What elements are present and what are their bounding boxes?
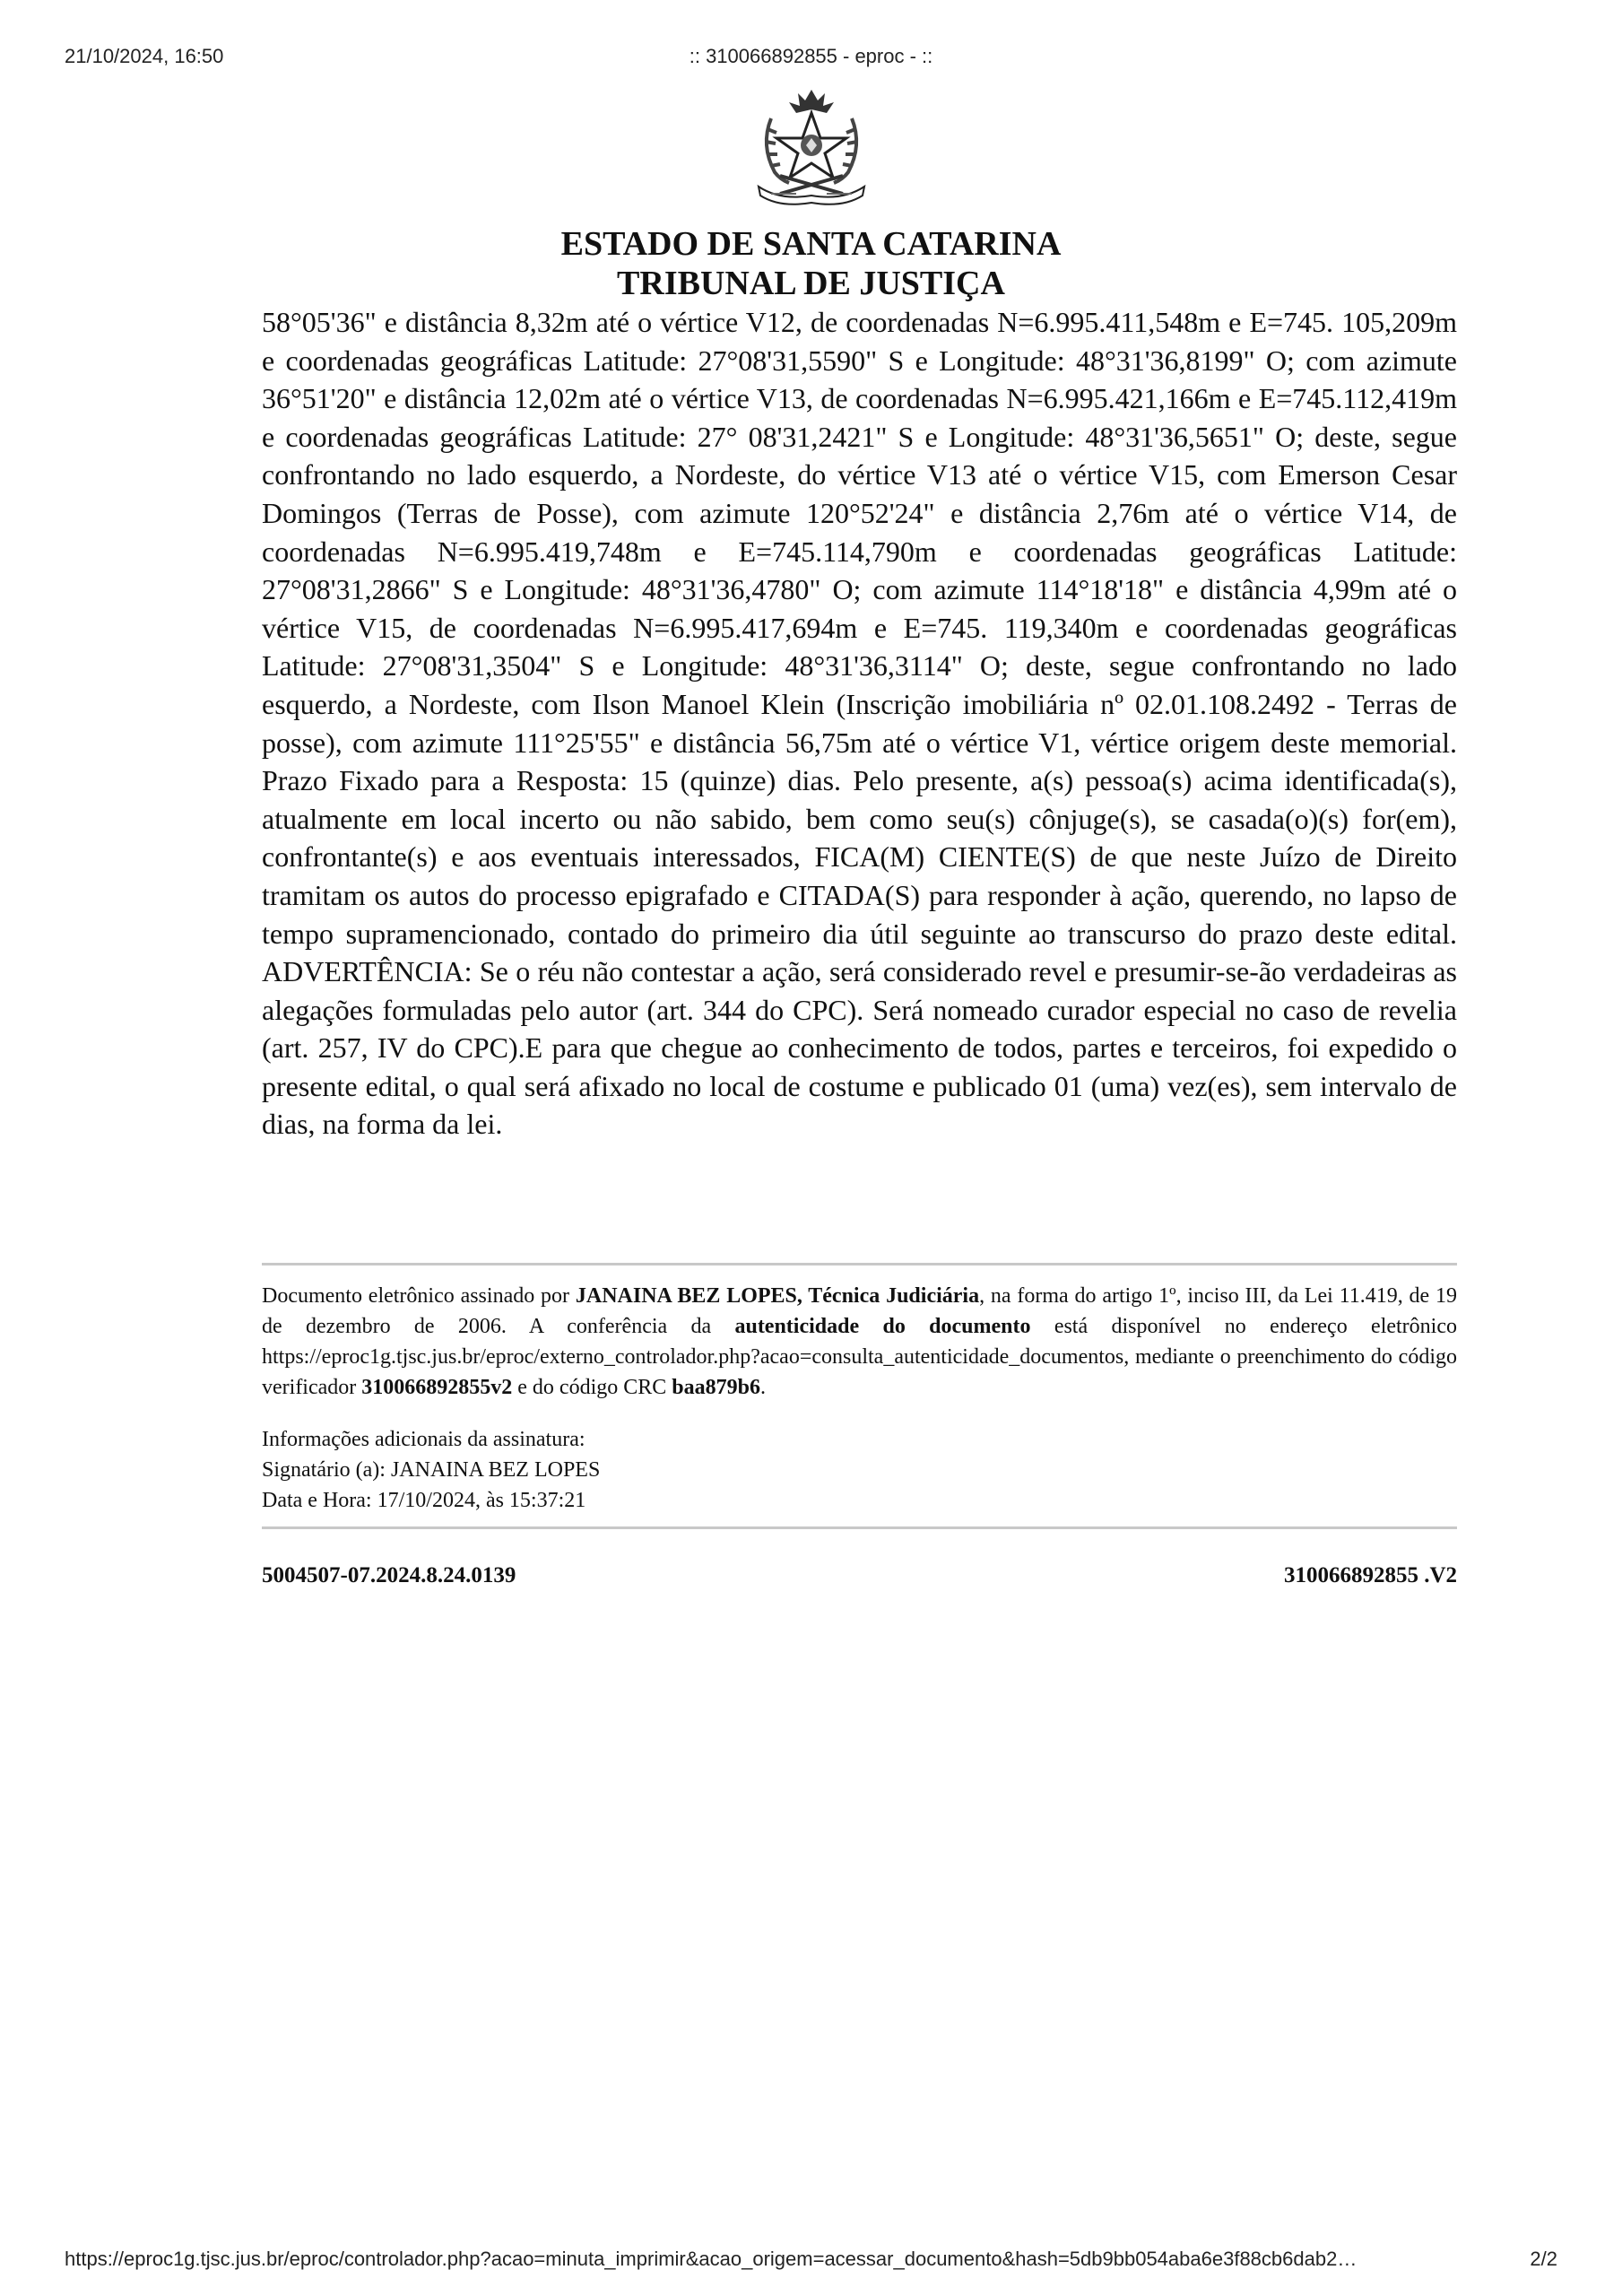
signer-name-role: JANAINA BEZ LOPES, Técnica Judiciária xyxy=(575,1284,980,1308)
signature-datetime: Data e Hora: 17/10/2024, às 15:37:21 xyxy=(262,1489,586,1512)
divider xyxy=(262,1263,1457,1265)
state-name: ESTADO DE SANTA CATARINA xyxy=(560,225,1062,263)
divider xyxy=(262,1526,1457,1529)
authenticity-label: autenticidade do documento xyxy=(734,1315,1031,1338)
signature-text: , na forma do artigo 1º, inciso III, da Lei 11.419, de 19 de dezembro de 2006. A conferência da xyxy=(262,1284,1458,1338)
document-body xyxy=(262,303,1457,1144)
document-version: 310066892855 .V2 xyxy=(1283,1563,1457,1587)
signature-text: Documento eletrônico assinado por xyxy=(262,1284,576,1308)
electronic-signature-notice xyxy=(262,1281,1457,1403)
signature-info-title: Informações adicionais da assinatura: xyxy=(262,1428,585,1451)
signature-text: e do código CRC xyxy=(512,1376,672,1399)
document-heading xyxy=(0,224,1622,303)
body-paragraph: 58°05'36" e distância 8,32m até o vértice V12, de coordenadas N=6.995.411,548m e E=745. 105,209m e coordenadas geográficas Latitude: 27°08'31,5590" S e Longitude: 48°31'36,8199" O; com azimute 36°51'20" e distância 12,02m até o vértice V13, de coordenadas N=6.995.421,166m e E=745.112,419m e coordenadas geográficas Latitude: 27° 08'31,2421" S e Longitude: 48°31'36,5651" O; deste, segue confrontando no lado esquerdo, a Nordeste, do vértice V13 até o vértice V15, com Emerson Cesar Domingos (Terras de Posse), com azimute 120°52'24" e distância 2,76m até o vértice V14, de coordenadas N=6.995.419,748m e E=745.114,790m e coordenadas geográficas Latitude: 27°08'31,2866" S e Longitude: 48°31'36,4780" O; com azimute 114°18'18" e distância 4,99m até o vértice V15, de coordenadas N=6.995.417,694m e E=745. 119,340m e coordenadas geográficas Latitude: 27°08'31,3504" S e Longitude: 48°31'36,3114" O; deste, segue confrontando no lado esquerdo, a Nordeste, com Ilson Manoel Klein (Inscrição imobiliária nº 02.01.108.2492 - Terras de posse), com azimute 111°25'55" e distância 56,75m até o vértice V1, vértice origem deste memorial. Prazo Fixado para a Resposta: 15 (quinze) dias. Pelo presente, a(s) pessoa(s) acima identificada(s), atualmente em local incerto ou não sabido, bem como seu(s) cônjuge(s), se casada(o)(s) for(em), confrontante(s) e aos eventuais interessados, FICA(M) CIENTE(S) de que neste Juízo de Direito tramitam os autos do processo epigrafado e CITADA(S) para responder à ação, querendo, no lapso de tempo supramencionado, contado do primeiro dia útil seguinte ao transcurso do prazo deste edital. ADVERTÊNCIA: Se o réu não contestar a ação, será considerado revel e presumir-se-ão verdadeiras as alegações formuladas pelo autor (art. 344 do CPC). Será nomeado curador especial no caso de revelia (art. 257, IV do CPC).E para que chegue ao conhecimento de todos, partes e terceiros, foi expedido o presente edital, o qual será afixado no local de costume e publicado 01 (uma) vez(es), sem intervalo de dias, na forma da lei. xyxy=(262,306,1457,1141)
print-url: https://eproc1g.tjsc.jus.br/eproc/controlador.php?acao=minuta_imprimir&acao_origem=acessar_documento&hash=5db9bb054aba6e3f88cb6dab2… xyxy=(65,2248,1357,2270)
signature-text: está disponível no endereço eletrônico https://eproc1g.tjsc.jus.br/eproc/externo_controlador.php?acao=consulta_autenticidade_documentos, mediante o preenchimento do código verificador xyxy=(262,1315,1457,1399)
process-number: 5004507-07.2024.8.24.0139 xyxy=(262,1563,516,1587)
coat-of-arms-icon xyxy=(744,83,879,208)
crc-code: baa879b6 xyxy=(672,1376,760,1399)
print-datetime: 21/10/2024, 16:50 xyxy=(65,45,224,67)
print-page-title: :: 310066892855 - eproc - :: xyxy=(689,45,933,67)
print-footer xyxy=(65,2248,1557,2274)
signature-info xyxy=(262,1424,1457,1516)
signature-paragraph xyxy=(262,1281,1457,1403)
print-header xyxy=(65,45,1557,72)
court-name: TRIBUNAL DE JUSTIÇA xyxy=(617,265,1005,302)
verifier-code: 310066892855v2 xyxy=(361,1376,513,1399)
page-number: 2/2 xyxy=(1530,2248,1557,2270)
process-identifiers xyxy=(262,1563,1457,1596)
signatory: Signatário (a): JANAINA BEZ LOPES xyxy=(262,1458,601,1482)
signature-text: . xyxy=(759,1376,766,1399)
